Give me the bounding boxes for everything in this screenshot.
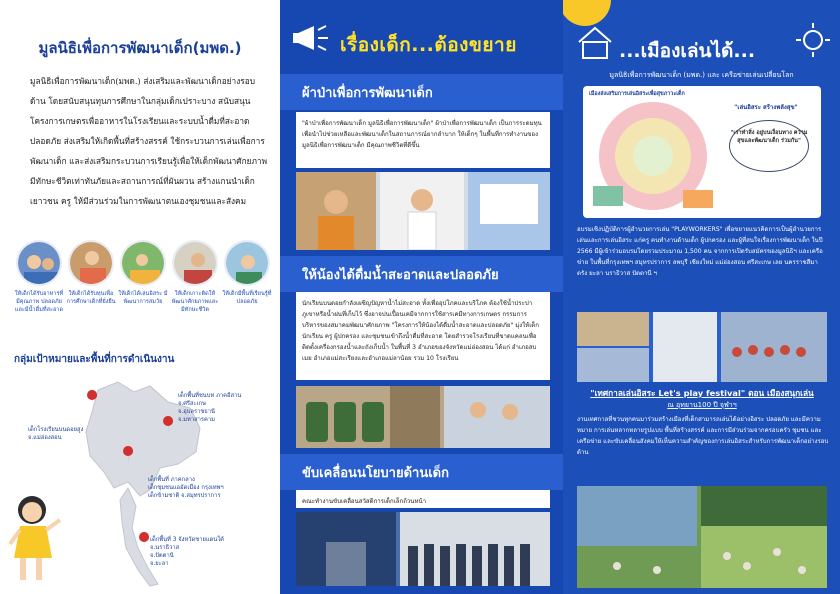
- goal-item: [118, 240, 168, 306]
- goal-photo: [16, 240, 62, 286]
- playable-city-header: ...เมืองเล่นได้...: [619, 40, 756, 62]
- festival-venue: ณ อุทยาน100 ปี จุฬาฯ: [667, 401, 737, 409]
- goal-photo: [224, 240, 270, 286]
- panel-playable-city: [563, 0, 840, 594]
- water-description: นักเรียนบนดอยกำลังเผชิญปัญหาน้ำไม่สะอาด ทั้งเพื่ออุปโภคและบริโภค ต้องใช้น้ำประปาภูเขาหรือน้ำฝนที่เก็บไว้ ซึ่งอาจปนเปื้อนเคมีจากการใช้สารเคมีทางการเกษตร กรรมการบริหารของสมาคมพัฒนาศักยภาพ "โครงการให้น้องได้ดื่มน้ำสะอาดและปลอดภัย" มุ่งให้เด็กนักเรียน ครู ผู้ปกครอง และชุมชนเข้าถึงน้ำดื่มที่สะอาด โดยสำรวจโรงเรียนที่ขาดแคลนเพื่อติดตั้งเครื่องกรองน้ำและถังเก็บน้ำ ในพื้นที่ 3 อำเภอของจังหวัดแม่ฮ่องสอน ได้แก่ อำเภอสบเมย อำเภอแม่สะเรียงและอำเภอแม่ลาน้อย รวม 10 โรงเรียน: [296, 292, 550, 380]
- goal-photo: [120, 240, 166, 286]
- playable-city-poster: [583, 86, 821, 218]
- section-title-phapa: ผ้าป่าเพื่อการพัฒนาเด็ก: [302, 86, 433, 101]
- festival-description: งานเทศกาลที่ชวนทุกคนมาร่วมสร้างเมืองที่เด็กสามารถเล่นได้อย่างอิสระ ปลอดภัย และมีความหมาย การเล่นหลากหลายรูปแบบ พื้นที่สร้างสรรค์ และการมีส่วนร่วมจากครอบครัว ชุมชน และเครือข่าย และขับเคลื่อนสังคมให้เห็นความสำคัญของการเล่นอิสระสำหรับการพัฒนาเด็กอย่างรอบด้าน: [577, 416, 829, 456]
- goal-caption: ให้เด็กได้รับอาหารที่มีคุณภาพ ปลอดภัย และมีน้ำดื่มที่สะอาด: [14, 291, 64, 313]
- map-label-south: เด็กพื้นที่ 3 จังหวัดชายแดนใต้ จ.นราธิวาส จ.ปัตตานี จ.ยะลา: [150, 537, 224, 567]
- goals-row: [14, 240, 274, 320]
- goal-caption: ให้เด็กได้เล่นอิสระ มีพัฒนาการสมวัย: [118, 291, 168, 305]
- goal-photo: [68, 240, 114, 286]
- panel-foundation: [0, 0, 280, 594]
- panel-advocacy: [280, 0, 563, 594]
- festival-photo-strip: [577, 486, 827, 588]
- phapa-photo-strip: [296, 172, 550, 250]
- goal-item: [170, 240, 220, 314]
- target-area-title: กลุ่มเป้าหมายและพื้นที่การดำเนินงาน: [14, 354, 175, 365]
- thailand-map-area: [0, 372, 280, 594]
- goal-caption: ให้เด็กเกาะติดให้พัฒนาศักยภาพและมีทักษะชีวิต: [171, 291, 219, 313]
- smiling-sun-icon: [795, 22, 831, 58]
- policy-photo-strip: [296, 512, 550, 586]
- poster-tagline: "เล่นอิสระ สร้างพลังสุข": [734, 104, 798, 111]
- girl-illustration-icon: [6, 490, 66, 590]
- map-label-central: เด็กพื้นที่ ภาคกลาง เด็กชุมชนแออัดเมือง กรุงเทพฯ เด็กข้ามชาติ จ.สมุทรปราการ: [148, 477, 224, 499]
- goal-item: [66, 240, 116, 306]
- phapa-description: "ผ้าป่าเพื่อการพัฒนาเด็ก มูลนิธิเพื่อการพัฒนาเด็ก" ผ้าป่าเพื่อการพัฒนาเด็ก เป็นการระดมทุนเพื่อนำไปช่วยเหลือและพัฒนาเด็กในสถานการณ์ยากลำบาก ให้เด็กๆ ในพื้นที่การทำงานของมูลนิธิเพื่อการพัฒนาเด็ก มีคุณภาพชีวิตที่ดีขึ้น: [296, 112, 550, 168]
- poster-quote: "เราทำสิ่ง อยู่บนเงื่อนทาง ความสุขและพัฒนาเด็ก ร่วมกัน": [729, 120, 809, 172]
- foundation-title: มูลนิธิเพื่อการพัฒนาเด็ก(มพด.): [38, 39, 242, 57]
- poster-title: เมืองส่งเสริมการเล่นอิสระเพื่อสุขภาวะเด็ก: [589, 91, 685, 97]
- section-title-water: ให้น้องได้ดื่มน้ำสะอาดและปลอดภัย: [302, 268, 499, 283]
- goal-caption: ให้เด็กมีพื้นที่เรียนรู้ที่ปลอดภัย: [222, 291, 272, 305]
- playworkers-photo-grid: [577, 312, 827, 382]
- goal-item: [14, 240, 64, 314]
- map-label-northwest: เด็กโรงเรียนบนดอยสูง จ.แม่ฮ่องสอน: [28, 427, 84, 441]
- playworkers-description: อบรมเชิงปฏิบัติการผู้อำนวยการเล่น "PLAYWORKERS" เพื่อขยายแนวคิดการเป็นผู้อำนวยการเล่นและการเล่นอิสระ แก่ครู คนทำงานด้านเด็ก ผู้ปกครอง และผู้ที่สนใจเรื่องการพัฒนาเด็ก ในปี 2566 มีผู้เข้าร่วมอบรมโดยรวมประมาณ 1,500 คน จากการเปิดรับสมัครของมูลนิธิฯ และเครือข่าย ในพื้นที่กรุงเทพฯ สมุทรปราการ ลพบุรี เชียงใหม่ แม่ฮ่องสอน ศรีสะเกษ เลย นครราชสีมา ตรัง ยะลา นราธิวาส ปัตตานี ฯ: [577, 226, 823, 277]
- goal-caption: ให้เด็กได้รับทุนเพื่อการศึกษาเด็กที่ยั่งยืน: [66, 291, 116, 305]
- festival-title: "เทศกาลเล่นอิสระ Let's play festival" ตอน เมืองสนุกเล่น: [590, 388, 814, 398]
- house-icon: [575, 24, 615, 60]
- policy-description: คณะทำงานขับเคลื่อนสวัสดิการเด็กเล็กถ้วนหน้า: [296, 490, 550, 508]
- map-label-northeast: เด็กพื้นที่ชนบท ภาคอีสาน จ.ศรีสะเกษ จ.อุบลราชธานี จ.มหาสารคาม: [178, 393, 242, 423]
- water-photo-strip: [296, 386, 550, 448]
- goal-photo: [172, 240, 218, 286]
- goal-item: [222, 240, 272, 306]
- section-title-policy: ขับเคลื่อนนโยบายด้านเด็ก: [302, 466, 449, 481]
- network-subtitle: มูลนิธิเพื่อการพัฒนาเด็ก (มพด.) และ เครือข่ายเล่นเปลี่ยนโลก: [609, 71, 794, 79]
- megaphone-icon: [292, 20, 332, 56]
- foundation-description: มูลนิธิเพื่อการพัฒนาเด็ก(มพด.) ส่งเสริมและพัฒนาเด็กอย่างรอบด้าน โดยสนับสนุนทุนการศึกษาในกลุ่มเด็กเปราะบาง สนับสนุนโครงการเกษตรเพื่ออาหารในโรงเรียนและระบบน้ำดื่มที่สะอาดปลอดภัย ส่งเสริมให้เกิดพื้นที่สร้างสรรค์ ใช้กระบวนการเล่นเพื่อการพัฒนาเด็ก และส่งเสริมกระบวนการเรียนรู้เพื่อให้เด็กพัฒนาศักยภาพ มีทักษะชีวิตเท่าทันภัยและสถานการณ์ที่ผันผวน สร้างแกนนำเด็ก เยาวชน ครู ให้มีส่วนร่วมในการพัฒนาตนเองชุมชนและสังคม: [30, 76, 268, 206]
- advocacy-header: เรื่องเด็ก...ต้องขยาย: [340, 34, 517, 56]
